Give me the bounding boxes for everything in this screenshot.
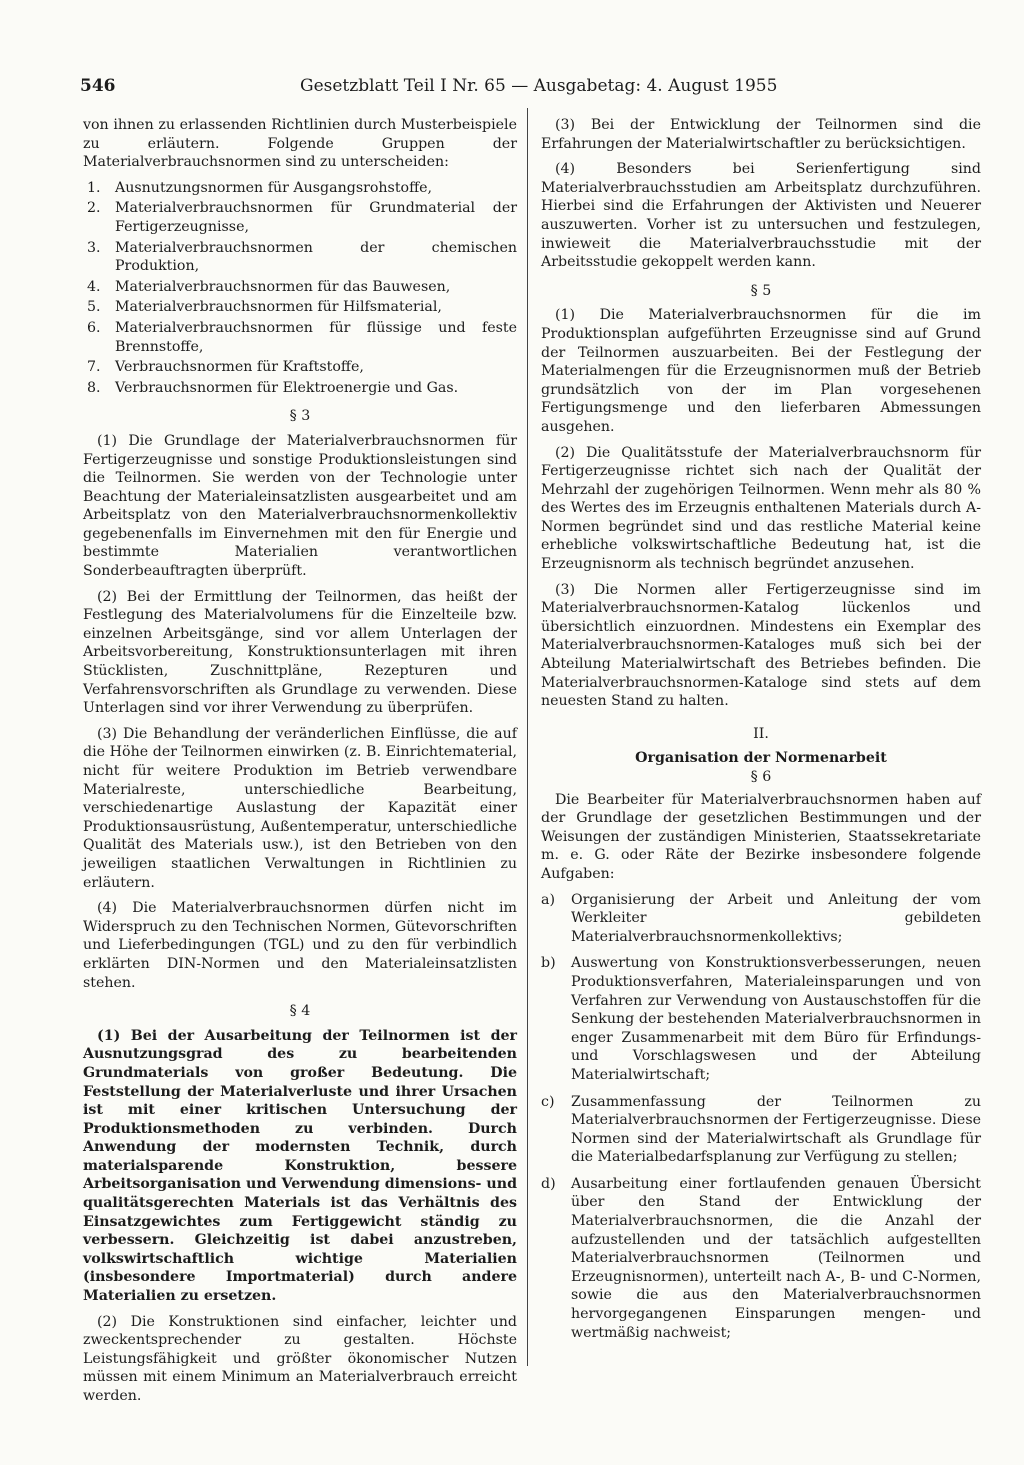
list-item-number: 3. xyxy=(87,239,101,256)
list-item-text: Zusammenfassung der Teilnormen zu Materialverbrauchsnormen der Fertigerzeugnisse. Diese Normen sind der Materialwirtschaft als Grundlage für die Materialbedarfsplanung zur Verfügung zu stellen; xyxy=(571,1093,981,1166)
left-column xyxy=(83,116,517,1413)
list-item xyxy=(83,298,517,317)
list-item-text: Organisierung der Arbeit und Anleitung der vom Werkleiter gebildeten Materialverbrauchsnormenkollektivs; xyxy=(571,891,981,945)
section-3-paragraph-2: (2) Bei der Ermittlung der Teilnormen, das heißt der Festlegung des Materialvolumens für die Einzelteile bzw. einzelnen Arbeitsgänge, sind vor allem Unterlagen der Arbeitsvorbereitung, Konstruktionsunterlagen mit ihren Stücklisten, Zuschnittpläne, Rezepturen und Verfahrensvorschriften als Grundlage zu verwenden. Diese Unterlagen sind vor ihrer Verwendung zu überprüfen. xyxy=(83,588,517,717)
section-heading-5: § 5 xyxy=(750,282,772,299)
list-item-text: Ausarbeitung einer fortlaufenden genauen Übersicht über den Stand der Entwicklung der Materialverbrauchsnormen, die die Anzahl der aufzustellenden und der tatsächlich aufgestellten Materialverbrauchsnormen (Teilnormen und Erzeugnisnormen), unterteilt nach A-, B- und C-Normen, sowie die aus den Materialverbrauchsnormen hervorgegangenen Einsparungen mengen- und wertmäßig nachweist; xyxy=(571,1175,981,1341)
column-divider xyxy=(527,108,528,1366)
section-4-paragraph-2: (2) Die Konstruktionen sind einfacher, leichter und zweckentsprechender zu gestalten. Höchste Leistungsfähigkeit und größter ökonomischer Nutzen müssen mit einem Minimum an Materialverbrauch erreicht werden. xyxy=(83,1313,517,1404)
list-item-text: Materialverbrauchsnormen für flüssige und feste Brennstoffe, xyxy=(115,319,517,355)
list-item-text: Materialverbrauchsnormen für das Bauwesen, xyxy=(115,278,451,295)
list-item-text: Ausnutzungsnormen für Ausgangsrohstoffe, xyxy=(115,179,433,196)
list-item xyxy=(83,379,517,398)
list-item xyxy=(83,319,517,356)
section-heading-4: § 4 xyxy=(289,1003,311,1020)
list-item-text: Auswertung von Konstruktionsverbesserungen, neuen Produktionsverfahren, Materialeinsparungen und von Verfahren zur Verwendung von Austauschstoffen für die Senkung der bestehenden Materialverbrauchsnormen in enger Zusammenarbeit mit dem Büro für Erfindungs- und Vorschlagswesen und der Abteilung Materialwirtschaft; xyxy=(571,955,981,1083)
section-5-paragraph-3: (3) Die Normen aller Fertigerzeugnisse sind im Materialverbrauchsnormen-Katalog lückenlos und übersichtlich einzuordnen. Mindestens ein Exemplar des Materialverbrauchsnormen-Kataloges muß sich bei der Abteilung Materialwirtschaft des Betriebes befinden. Die Materialverbrauchsnormen-Kataloge sind stets auf dem neuesten Stand zu halten. xyxy=(541,581,981,710)
list-item-letter: d) xyxy=(541,1175,556,1192)
right-column xyxy=(541,116,981,1350)
list-item-number: 7. xyxy=(87,359,101,376)
page-number: 546 xyxy=(80,76,116,96)
section-6-intro: Die Bearbeiter für Materialverbrauchsnormen haben auf der Grundlage der gesetzlichen Bestimmungen und der Weisungen der zuständigen Ministerien, Staatssekretariate m. e. G. oder Räte der Bezirke insbesondere folgende Aufgaben: xyxy=(541,791,981,882)
list-item-number: 6. xyxy=(87,319,101,336)
list-item-letter: a) xyxy=(541,891,555,908)
list-item-number: 4. xyxy=(87,278,101,295)
list-item xyxy=(83,239,517,276)
list-item xyxy=(541,891,981,947)
list-item-number: 5. xyxy=(87,299,101,316)
list-item xyxy=(83,278,517,297)
part-title: Organisation der Normenarbeit xyxy=(635,750,887,767)
task-list xyxy=(541,891,981,1343)
running-head: Gesetzblatt Teil I Nr. 65 — Ausgabetag: 4. August 1955 xyxy=(300,76,778,96)
list-item-number: 1. xyxy=(87,179,101,196)
section-3-paragraph-3: (3) Die Behandlung der veränderlichen Einflüsse, die auf die Höhe der Teilnormen einwirken (z. B. Einrichtematerial, nicht für weitere Produktion im Betrieb verwendbare Materialreste, unterschiedliche Bearbeitung, verschiedenartige Auslastung der Kapazität einer Produktionsausrüstung, Außentemperatur, unterschiedliche Qualität des Materials usw.), ist den Betrieben von den jeweiligen staatlichen Verwaltungen in Richtlinien zu erläutern. xyxy=(83,725,517,891)
list-item xyxy=(83,358,517,377)
list-item xyxy=(541,954,981,1084)
section-heading-3: § 3 xyxy=(289,408,311,425)
list-item-number: 8. xyxy=(87,379,101,396)
section-heading-6: § 6 xyxy=(750,769,772,785)
part-heading: II. xyxy=(753,725,769,742)
section-5-paragraph-1: (1) Die Materialverbrauchsnormen für die im Produktionsplan aufgeführten Erzeugnisse sind auf Grund der Teilnormen auszuarbeiten. Bei der Festlegung der Materialmengen für die Erzeugnisnormen muß der Betrieb grundsätzlich von der im Plan vorgesehenen Fertigungsmenge und den lieferbaren Abmessungen ausgehen. xyxy=(541,307,981,435)
intro-paragraph: von ihnen zu erlassenden Richtlinien durch Musterbeispiele zu erläutern. Folgende Gruppen der Materialverbrauchsnormen sind zu unterscheiden: xyxy=(83,117,517,171)
list-item-letter: c) xyxy=(541,1093,555,1110)
list-item xyxy=(83,179,517,198)
section-3-paragraph-1: (1) Die Grundlage der Materialverbrauchsnormen für Fertigerzeugnisse und sonstige Produktionsleistungen sind die Teilnormen. Sie werden von der Technologie unter Beachtung der Materialeinsatzlisten ausgearbeitet und am Arbeitsplatz von den Materialverbrauchsnormenkollektiv gegebenenfalls im Einvernehmen mit den für Energie und bestimmte Materialien verantwortlichen Sonderbeauftragten überprüft. xyxy=(83,432,517,580)
list-item-text: Materialverbrauchsnormen für Hilfsmaterial, xyxy=(115,299,442,316)
list-item-text: Materialverbrauchsnormen der chemischen Produktion, xyxy=(115,239,517,275)
section-3-paragraph-4: (4) Die Materialverbrauchsnormen dürfen nicht im Widerspruch zu den Technischen Normen, Gütevorschriften und Lieferbedingungen (TGL) und zu den für verbindlich erklärten DIN-Normen und den Materialeinsatzlisten stehen. xyxy=(83,900,517,991)
list-item-letter: b) xyxy=(541,955,556,972)
list-item xyxy=(541,1175,981,1342)
section-4-paragraph-4: (4) Besonders bei Serienfertigung sind Materialverbrauchsstudien am Arbeitsplatz durchzuführen. Hierbei sind die Erfahrungen der Aktivisten und Neuerer auszuwerten. Vorher ist zu untersuchen und festzulegen, inwieweit die Materialverbrauchsstudie mit der Arbeitsstudie gekoppelt werden kann. xyxy=(541,161,981,271)
section-4-paragraph-1: (1) Bei der Ausarbeitung der Teilnormen ist der Ausnutzungsgrad des zu bearbeitenden Grundmaterials von großer Bedeutung. Die Feststellung der Materialverluste und ihrer Ursachen ist mit einer kritischen Untersuchung der Produktionsmethoden zu verbinden. Durch Anwendung der modernsten Technik, durch materialsparende Konstruktion, bessere Arbeitsorganisation und Verwendung dimensions- und qualitätsgerechten Materials ist das Verhältnis des Einsatzgewichtes zum Fertiggewicht ständig zu verbessern. Gleichzeitig ist dabei anzustreben, volkswirtschaftlich wichtige Materialien (insbesondere Importmaterial) durch andere Materialien zu ersetzen. xyxy=(83,1027,517,1305)
list-item-text: Materialverbrauchsnormen für Grundmaterial der Fertigerzeugnisse, xyxy=(115,200,517,235)
section-5-paragraph-2: (2) Die Qualitätsstufe der Materialverbrauchsnorm für Fertigerzeugnisse richtet sich nach der Qualität der Mehrzahl der zugehörigen Teilnormen. Wenn mehr als 80 % des Wertes des im Erzeugnis enthaltenen Materials durch A-Normen begründet sind und das restliche Material keine erhebliche volkswirtschaftliche Bedeutung hat, ist die Erzeugnisnorm als technisch begründet anzusehen. xyxy=(541,444,981,573)
section-4-paragraph-3: (3) Bei der Entwicklung der Teilnormen sind die Erfahrungen der Materialwirtschaftler zu berücksichtigen. xyxy=(541,117,981,152)
norm-group-list xyxy=(83,179,517,398)
page-header xyxy=(80,76,990,102)
list-item-text: Verbrauchsnormen für Elektroenergie und Gas. xyxy=(115,379,459,396)
list-item xyxy=(83,199,517,236)
list-item xyxy=(541,1093,981,1167)
list-item-text: Verbrauchsnormen für Kraftstoffe, xyxy=(115,359,364,376)
list-item-number: 2. xyxy=(87,200,101,217)
